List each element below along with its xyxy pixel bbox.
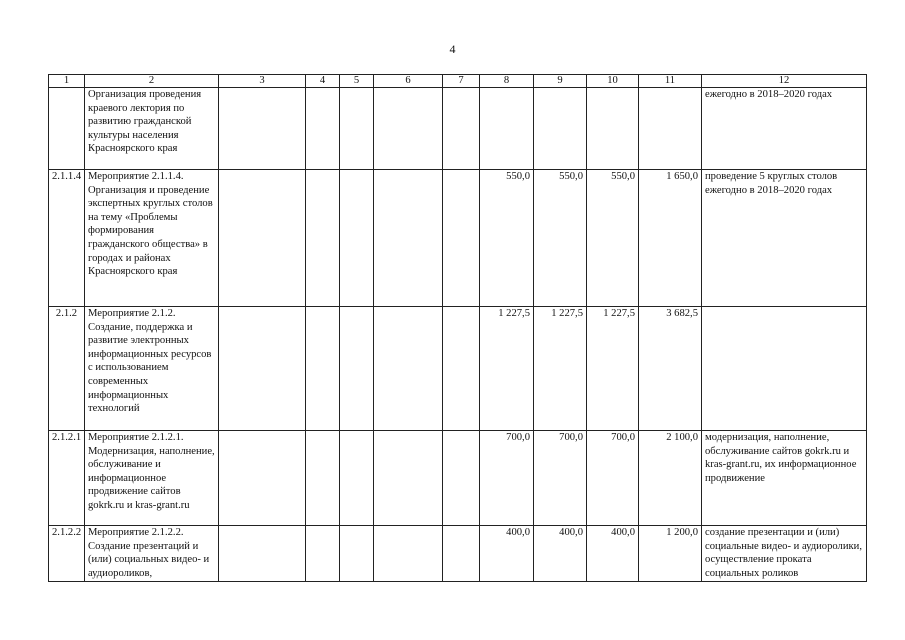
cell-col-4: [306, 88, 340, 170]
cell-col-3: [219, 307, 306, 431]
cell-col-11: 3 682,5: [639, 307, 702, 431]
table-row: [49, 307, 867, 431]
cell-col-10: [587, 88, 639, 170]
cell-col-4: [306, 431, 340, 526]
cell-col-7: [443, 526, 480, 582]
col-header-3: 3: [219, 75, 306, 88]
cell-col-8: 400,0: [480, 526, 534, 582]
row-number: 2.1.2.2: [49, 526, 85, 582]
cell-col-4: [306, 526, 340, 582]
table-row: [49, 431, 867, 526]
budget-table: [48, 74, 867, 582]
row-description: Мероприятие 2.1.1.4. Организация и проведение экспертных круглых столов на тему «Проблемы формирования гражданского общества» в городах и районах Красноярского края: [85, 170, 219, 307]
cell-col-9: 400,0: [534, 526, 587, 582]
cell-col-6: [374, 431, 443, 526]
cell-col-11: [639, 88, 702, 170]
cell-col-10: 550,0: [587, 170, 639, 307]
row-note: ежегодно в 2018–2020 годах: [702, 88, 867, 170]
row-description: Организация проведения краевого лектория по развитию гражданской культуры населения Красноярского края: [85, 88, 219, 170]
table-row: [49, 526, 867, 582]
cell-col-9: [534, 88, 587, 170]
cell-col-6: [374, 88, 443, 170]
cell-col-3: [219, 431, 306, 526]
cell-col-9: 550,0: [534, 170, 587, 307]
col-header-8: 8: [480, 75, 534, 88]
cell-col-6: [374, 170, 443, 307]
cell-col-8: [480, 88, 534, 170]
cell-col-11: 1 650,0: [639, 170, 702, 307]
col-header-2: 2: [85, 75, 219, 88]
row-number: 2.1.1.4: [49, 170, 85, 307]
cell-col-8: 550,0: [480, 170, 534, 307]
row-number: 2.1.2: [49, 307, 85, 431]
row-description: Мероприятие 2.1.2.1. Модернизация, наполнение, обслуживание и информационное продвижение сайтов gokrk.ru и kras-grant.ru: [85, 431, 219, 526]
cell-col-5: [340, 170, 374, 307]
cell-col-4: [306, 170, 340, 307]
col-header-4: 4: [306, 75, 340, 88]
cell-col-5: [340, 431, 374, 526]
cell-col-7: [443, 170, 480, 307]
cell-col-7: [443, 307, 480, 431]
row-number: [49, 88, 85, 170]
row-note: [702, 307, 867, 431]
row-note: проведение 5 круглых столов ежегодно в 2018–2020 годах: [702, 170, 867, 307]
row-number: 2.1.2.1: [49, 431, 85, 526]
col-header-9: 9: [534, 75, 587, 88]
table-row: [49, 170, 867, 307]
cell-col-11: 2 100,0: [639, 431, 702, 526]
cell-col-3: [219, 170, 306, 307]
col-header-1: 1: [49, 75, 85, 88]
cell-col-6: [374, 526, 443, 582]
cell-col-8: 1 227,5: [480, 307, 534, 431]
cell-col-9: 700,0: [534, 431, 587, 526]
row-description: Мероприятие 2.1.2.2. Создание презентаций и (или) социальных видео- и аудиороликов,: [85, 526, 219, 582]
col-header-6: 6: [374, 75, 443, 88]
col-header-12: 12: [702, 75, 867, 88]
cell-col-5: [340, 88, 374, 170]
page-number: 4: [449, 42, 456, 56]
col-header-11: 11: [639, 75, 702, 88]
cell-col-10: 1 227,5: [587, 307, 639, 431]
row-note: модернизация, наполнение, обслуживание сайтов gokrk.ru и kras-grant.ru, их информационное продвижение: [702, 431, 867, 526]
cell-col-5: [340, 307, 374, 431]
cell-col-5: [340, 526, 374, 582]
table-row: [49, 88, 867, 170]
cell-col-10: 700,0: [587, 431, 639, 526]
col-header-10: 10: [587, 75, 639, 88]
header-row: [49, 75, 867, 88]
cell-col-6: [374, 307, 443, 431]
cell-col-9: 1 227,5: [534, 307, 587, 431]
cell-col-3: [219, 526, 306, 582]
col-header-5: 5: [340, 75, 374, 88]
cell-col-11: 1 200,0: [639, 526, 702, 582]
col-header-7: 7: [443, 75, 480, 88]
cell-col-7: [443, 88, 480, 170]
row-note: создание презентации и (или) социальные видео- и аудиоролики, осуществление проката социальных роликов: [702, 526, 867, 582]
cell-col-4: [306, 307, 340, 431]
cell-col-7: [443, 431, 480, 526]
cell-col-8: 700,0: [480, 431, 534, 526]
cell-col-10: 400,0: [587, 526, 639, 582]
row-description: Мероприятие 2.1.2. Создание, поддержка и развитие электронных информационных ресурсов с использованием современных информационных технологий: [85, 307, 219, 431]
cell-col-3: [219, 88, 306, 170]
